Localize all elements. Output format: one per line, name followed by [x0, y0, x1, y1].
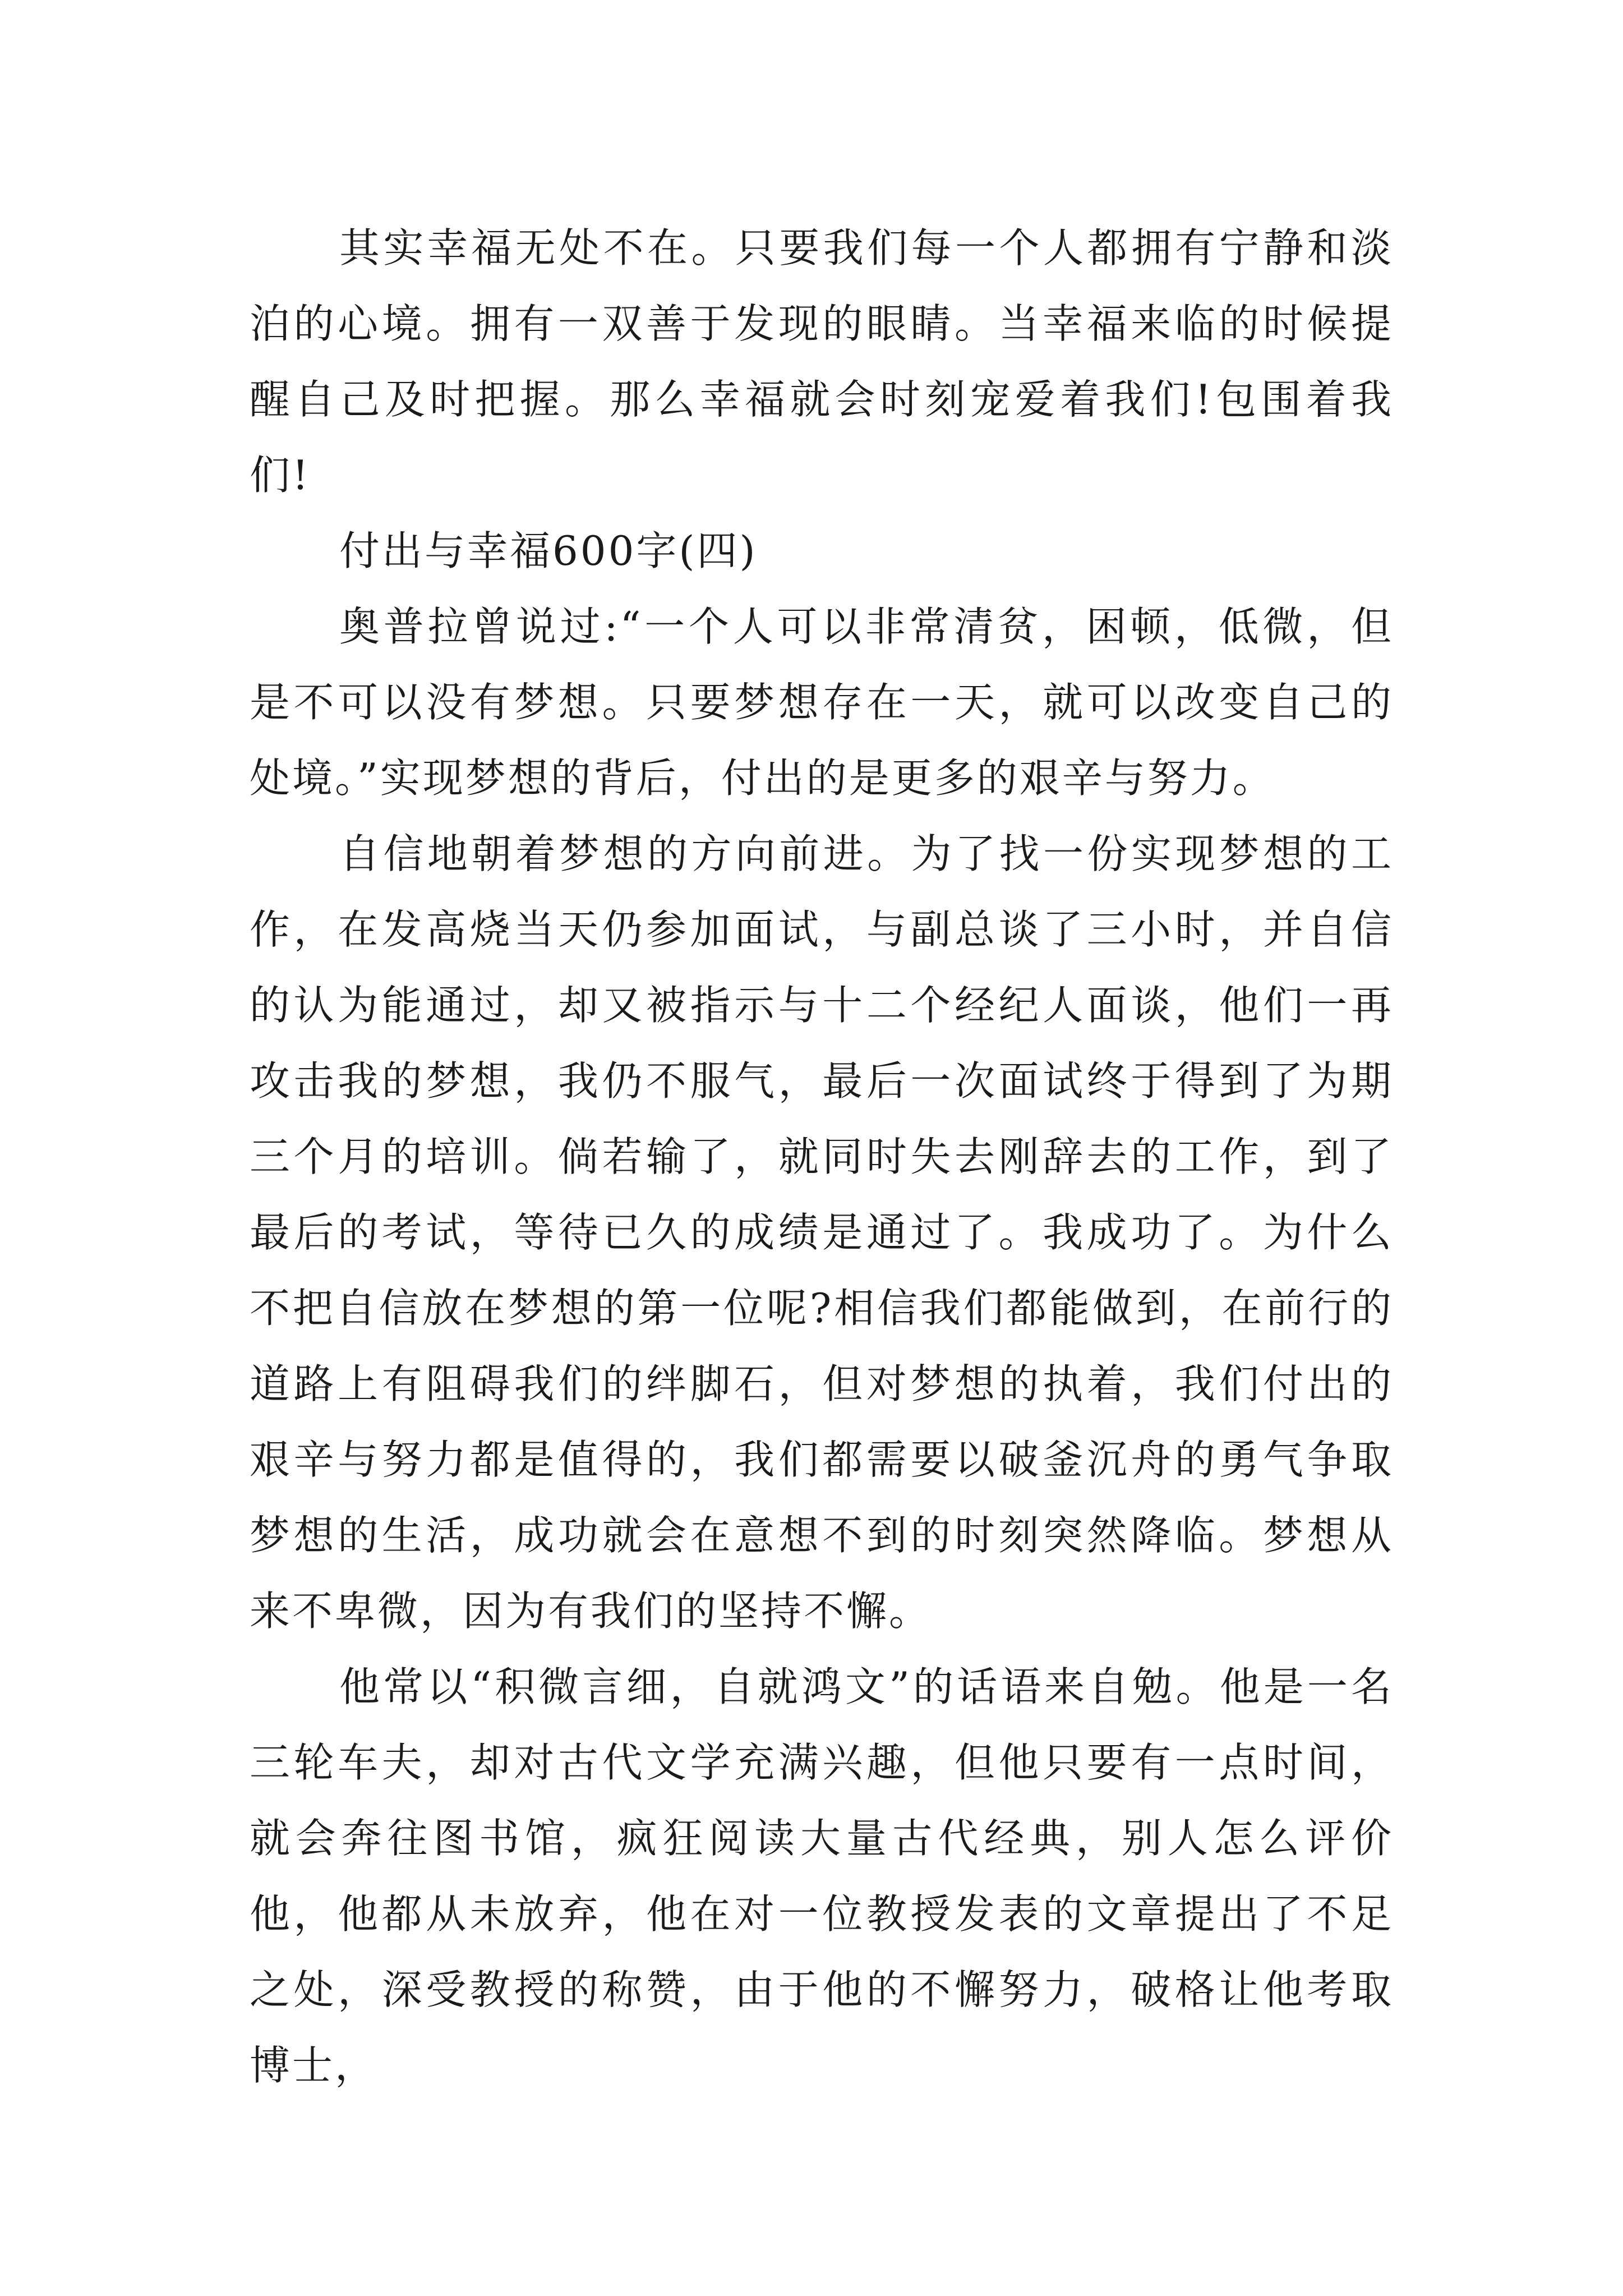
paragraph-oprah-quote: 奥普拉曾说过:“一个人可以非常清贫，困顿，低微，但是不可以没有梦想。只要梦想存在一天，就可以改变自己的处境。”实现梦想的背后，付出的是更多的艰辛与努力。	[250, 603, 1394, 802]
paragraph-tricycle-driver: 他常以“积微言细，自就鸿文”的话语来自勉。他是一名三轮车夫，却对古代文学充满兴趣，但他只要有一点时间，就会奔往图书馆，疯狂阅读大量古代经典，别人怎么评价他，他都从未放弃，他在对一位教授发表的文章提出了不足之处，深受教授的称赞，由于他的不懈努力，破格让他考取博士，	[250, 1663, 1394, 2089]
section-heading: 付出与幸福600字(四)	[339, 527, 758, 574]
document-body	[250, 210, 1394, 2104]
paragraph-happiness-everywhere: 其实幸福无处不在。只要我们每一个人都拥有宁静和淡泊的心境。拥有一双善于发现的眼睛。当幸福来临的时候提醒自己及时把握。那么幸福就会时刻宠爱着我们!包围着我们!	[250, 224, 1394, 499]
paragraph-confidence-dream: 自信地朝着梦想的方向前进。为了找一份实现梦想的工作，在发高烧当天仍参加面试，与副总谈了三小时，并自信的认为能通过，却又被指示与十二个经纪人面谈，他们一再攻击我的梦想，我仍不服气，最后一次面试终于得到了为期三个月的培训。倘若输了，就同时失去刚辞去的工作，到了最后的考试，等待已久的成绩是通过了。我成功了。为什么不把自信放在梦想的第一位呢?相信我们都能做到，在前行的道路上有阻碍我们的绊脚石，但对梦想的执着，我们付出的艰辛与努力都是值得的，我们都需要以破釜沉舟的勇气争取梦想的生活，成功就会在意想不到的时刻突然降临。梦想从来不卑微，因为有我们的坚持不懈。	[250, 830, 1394, 1635]
